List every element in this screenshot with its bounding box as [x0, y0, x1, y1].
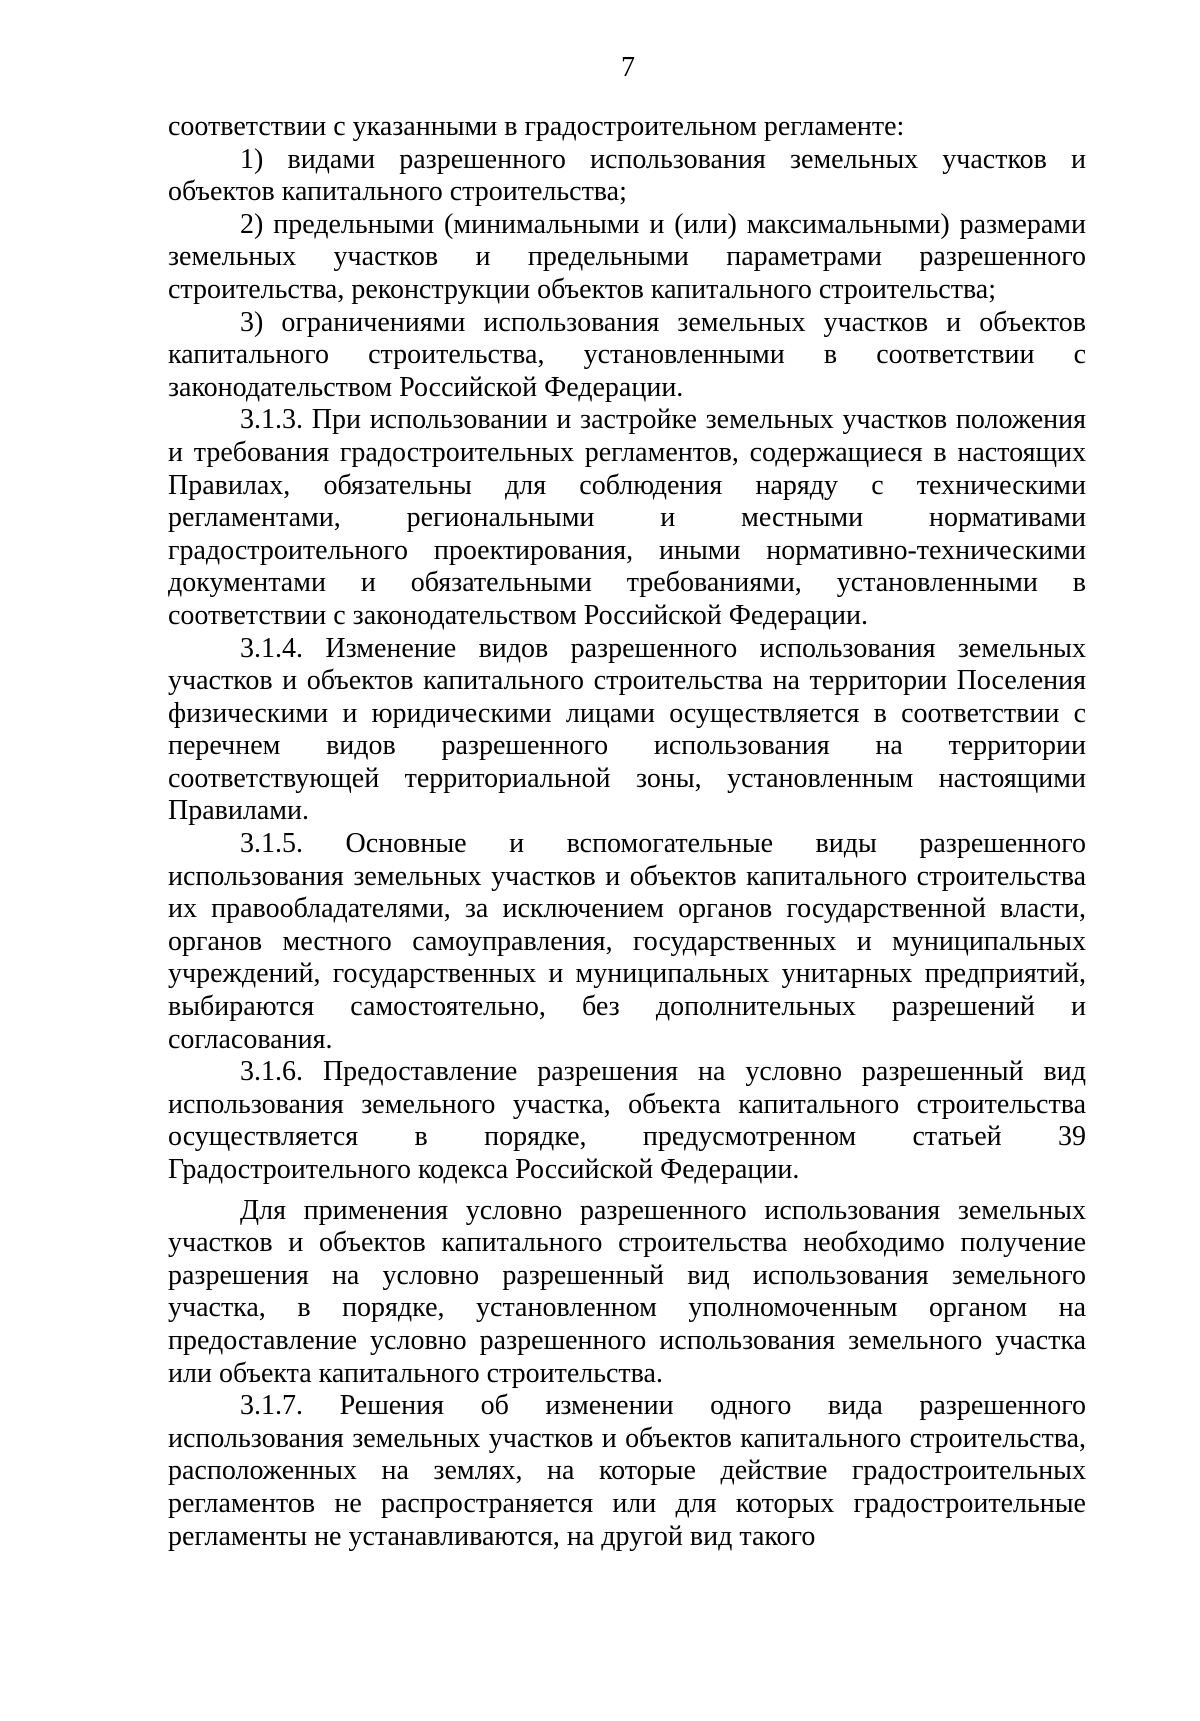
paragraph-3-1-7: 3.1.7. Решения об изменении одного вида разрешенного использования земельных участков и объектов капитального строительства, расположенных на землях, на которые действие градостроительных регламентов не распространяется или для которых градостроительные регламенты не устанавливаются, на другой вид такого [168, 1390, 1086, 1552]
paragraph-3-1-4: 3.1.4. Изменение видов разрешенного использования земельных участков и объектов капитального строительства на территории Поселения физическими и юридическими лицами осуществляется в соответствии с перечнем видов разрешенного использования на территории соответствующей территориальной зоны, установленным настоящими Правилами. [168, 632, 1086, 827]
paragraph-conditional-use: Для применения условно разрешенного использования земельных участков и объектов капитального строительства необходимо получение разрешения на условно разрешенный вид использования земельного участка, в порядке, установленном уполномоченным органом на предоставление условно разрешенного использования земельного участка или объекта капитального строительства. [168, 1194, 1086, 1389]
paragraph-item-2: 2) предельными (минимальными и (или) максимальными) размерами земельных участков и предельными параметрами разрешенного строительства, реконструкции объектов капитального строительства; [168, 208, 1086, 305]
document-body [168, 111, 1086, 1553]
paragraph-item-3: 3) ограничениями использования земельных участков и объектов капитального строительства, установленными в соответствии с законодательством Российской Федерации. [168, 306, 1086, 403]
paragraph-3-1-3: 3.1.3. При использовании и застройке земельных участков положения и требования градостроительных регламентов, содержащиеся в настоящих Правилах, обязательны для соблюдения наряду с техническими регламентами, региональными и местными нормативами градостроительного проектирования, иными нормативно-техническими документами и обязательными требованиями, установленными в соответствии с законодательством Российской Федерации. [168, 404, 1086, 631]
page-number: 7 [621, 52, 635, 83]
paragraph-item-1: 1) видами разрешенного использования земельных участков и объектов капитального строительства; [168, 143, 1086, 208]
paragraph-3-1-6: 3.1.6. Предоставление разрешения на условно разрешенный вид использования земельного участка, объекта капитального строительства осуществляется в порядке, предусмотренном статьей 39 Градостроительного кодекса Российской Федерации. [168, 1056, 1086, 1185]
paragraph-continuation: соответствии с указанными в градостроительном регламенте: [168, 111, 905, 142]
paragraph-3-1-5: 3.1.5. Основные и вспомогательные виды разрешенного использования земельных участков и объектов капитального строительства их правообладателями, за исключением органов государственной власти, органов местного самоуправления, государственных и муниципальных учреждений, государственных и муниципальных унитарных предприятий, выбираются самостоятельно, без дополнительных разрешений и согласования. [168, 828, 1086, 1055]
